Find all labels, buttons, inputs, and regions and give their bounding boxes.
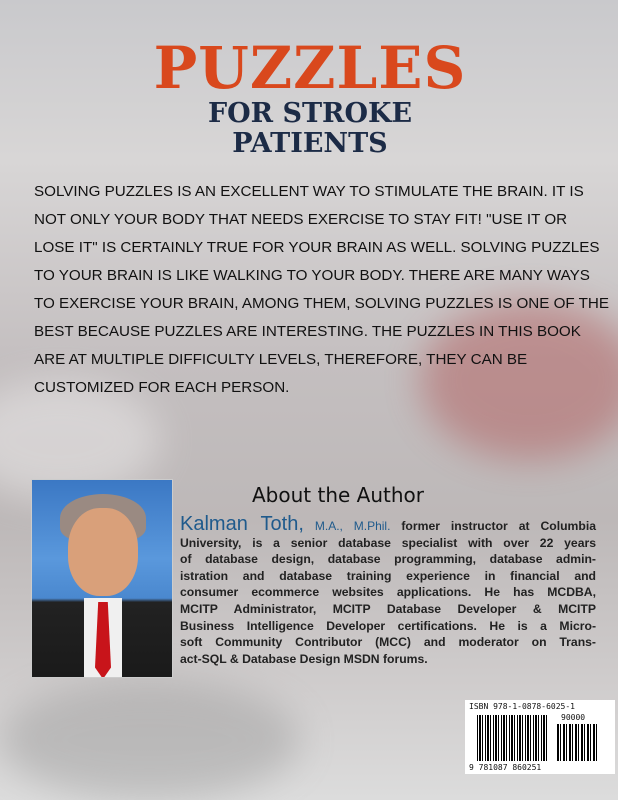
about-author-heading: About the Author <box>252 483 425 507</box>
bio-line: soft Community Contributor (MCC) and moderator on Trans- <box>180 635 596 650</box>
author-degrees: M.A., M.Phil. <box>314 519 391 533</box>
bio-line: former instructor at Columbia <box>401 519 596 533</box>
blurb-line: BEST BECAUSE PUZZLES ARE INTERESTING. THE PUZZLES IN THIS BOOK <box>34 323 581 340</box>
blurb-line: LOSE IT" IS CERTAINLY TRUE FOR YOUR BRAIN AS WELL. SOLVING PUZZLES <box>34 239 600 256</box>
book-blurb <box>34 178 609 402</box>
bio-line: consumer ecommerce websites applications. He has MCDBA, <box>180 585 596 600</box>
book-subtitle-line2: PATIENTS <box>232 128 388 159</box>
isbn-number: ISBN 978-1-0878-6025-1 <box>469 702 575 711</box>
bio-line: University, is a senior database specialist with over 22 years <box>180 535 596 550</box>
bio-line: act-SQL & Database Design MSDN forums. <box>180 651 428 666</box>
blurb-line: CUSTOMIZED FOR EACH PERSON. <box>34 379 290 396</box>
barcode-addon-bars <box>557 724 597 761</box>
bio-line: of database design, database programming, database admin- <box>180 552 596 567</box>
bio-line: istration and database training experience in financial and <box>180 568 596 583</box>
blurb-line: NOT ONLY YOUR BODY THAT NEEDS EXERCISE TO STAY FIT! "USE IT OR <box>34 211 568 228</box>
bio-line: Business Intelligence Developer certifications. He is a Micro- <box>180 618 596 633</box>
barcode-bars <box>477 715 549 761</box>
author-photo <box>31 479 173 678</box>
bio-line: MCITP Administrator, MCITP Database Developer & MCITP <box>180 601 596 616</box>
ean-number: 9 781087 860251 <box>469 763 542 772</box>
isbn-barcode <box>465 700 615 774</box>
author-bio <box>180 513 596 667</box>
blurb-line: TO EXERCISE YOUR BRAIN, AMONG THEM, SOLVING PUZZLES IS ONE OF THE <box>34 295 609 312</box>
blurb-line: TO YOUR BRAIN IS LIKE WALKING TO YOUR BODY. THERE ARE MANY WAYS <box>34 267 590 284</box>
author-face <box>68 508 138 596</box>
price-code: 90000 <box>561 713 586 722</box>
blurb-line: ARE AT MULTIPLE DIFFICULTY LEVELS, THEREFORE, THEY CAN BE <box>34 351 528 368</box>
blurb-line: SOLVING PUZZLES IS AN EXCELLENT WAY TO STIMULATE THE BRAIN. IT IS <box>34 183 584 200</box>
book-subtitle-line1: FOR STROKE <box>207 98 413 129</box>
book-title: PUZZLES <box>153 34 467 102</box>
author-name: Kalman Toth, <box>180 513 304 535</box>
background-photo <box>0 680 300 800</box>
